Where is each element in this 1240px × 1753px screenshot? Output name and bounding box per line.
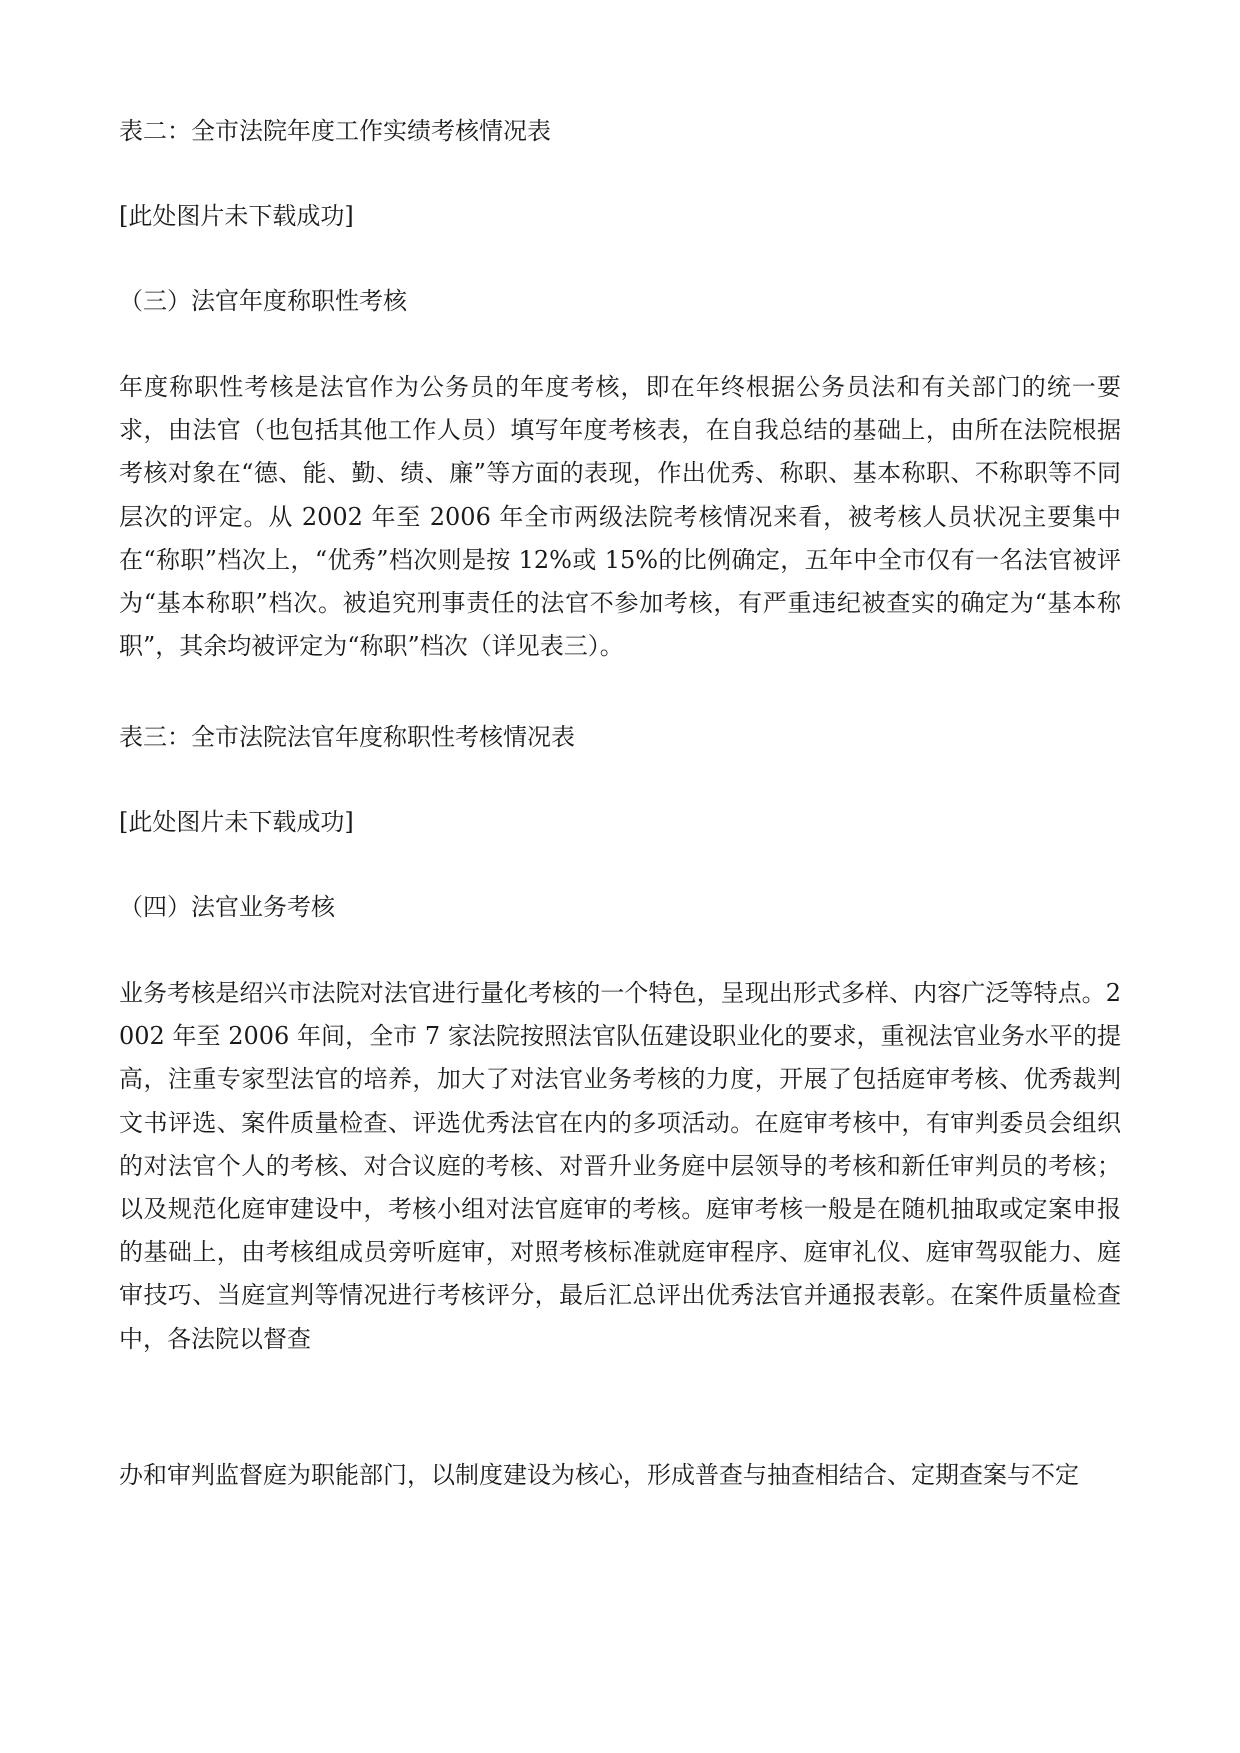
continuation-line: 办和审判监督庭为职能部门，以制度建设为核心，形成普查与抽查相结合、定期查案与不定 [119,1461,1079,1489]
missing-image-placeholder: [此处图片未下载成功] [119,808,354,836]
section3-paragraph: 年度称职性考核是法官作为公务员的年度考核，即在年终根据公务员法和有关部门的统一要求，由法官（也包括其他工作人员）填写年度考核表，在自我总结的基础上，由所在法院根据考核对象在“德、能、勤、绩、廉”等方面的表现，作出优秀、称职、基本称职、不称职等不同层次的评定。从 2002 年至 2006 年全市两级法院考核情况来看，被考核人员状况主要集中在“称职”档次上，“优秀”档次则是按 12%或 15%的比例确定，五年中全市仅有一名法官被评为“基本称职”档次。被追究刑事责任的法官不参加考核，有严重违纪被查实的确定为“基本称职”，其余均被评定为“称职”档次（详见表三）。 [119,373,1121,661]
section3-heading: （三）法官年度称职性考核 [119,287,407,315]
missing-image-placeholder: [此处图片未下载成功] [119,202,354,230]
section4-heading: （四）法官业务考核 [119,893,335,921]
table3-caption: 表三：全市法院法官年度称职性考核情况表 [119,723,575,751]
table2-caption: 表二：全市法院年度工作实绩考核情况表 [119,117,551,145]
section4-paragraph: 业务考核是绍兴市法院对法官进行量化考核的一个特色，呈现出形式多样、内容广泛等特点。2002 年至 2006 年间，全市 7 家法院按照法官队伍建设职业化的要求，重视法官业务水平的提高，注重专家型法官的培养，加大了对法官业务考核的力度，开展了包括庭审考核、优秀裁判文书评选、案件质量检查、评选优秀法官在内的多项活动。在庭审考核中，有审判委员会组织的对法官个人的考核、对合议庭的考核、对晋升业务庭中层领导的考核和新任审判员的考核；以及规范化庭审建设中，考核小组对法官庭审的考核。庭审考核一般是在随机抽取或定案申报的基础上，由考核组成员旁听庭审，对照考核标准就庭审程序、庭审礼仪、庭审驾驭能力、庭审技巧、当庭宣判等情况进行考核评分，最后汇总评出优秀法官并通报表彰。在案件质量检查中，各法院以督查 [119,979,1121,1353]
